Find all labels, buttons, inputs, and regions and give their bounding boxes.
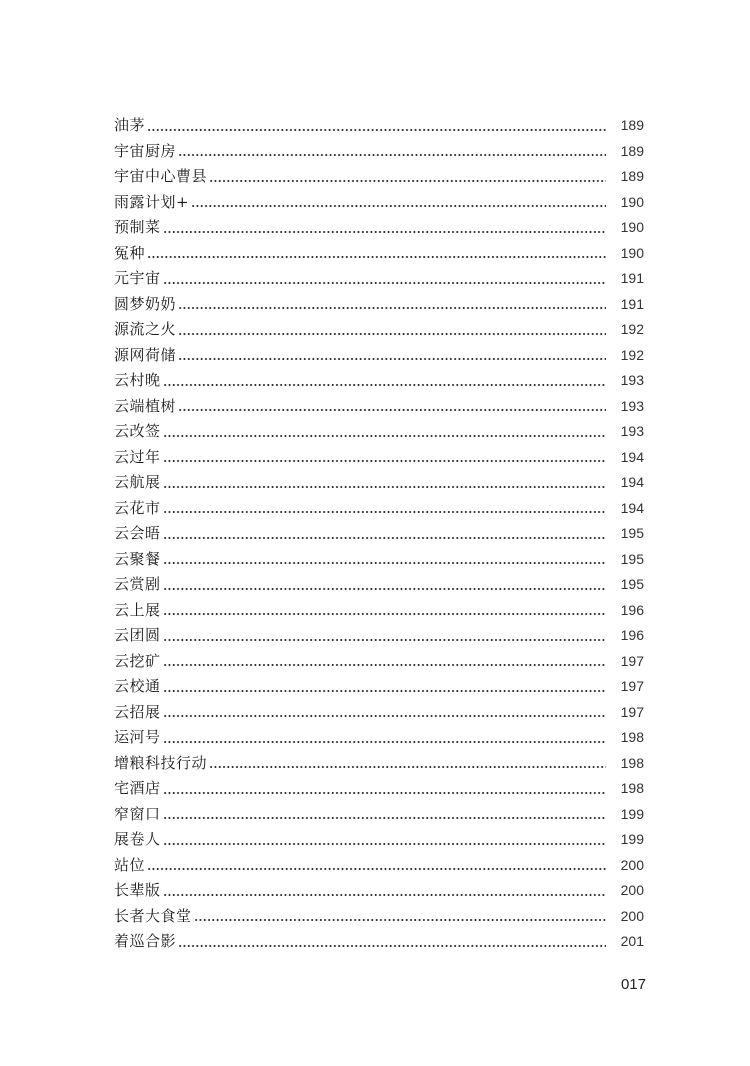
entry-term: 云改签: [114, 422, 161, 440]
dot-leader: [163, 715, 606, 717]
entry-term: 云团圆: [114, 626, 161, 644]
entry-page-number: 201: [620, 933, 644, 949]
dot-leader: [209, 180, 606, 182]
entry-page-number: 200: [620, 882, 644, 898]
index-entry: [114, 241, 644, 267]
entry-term: 云招展: [114, 702, 161, 721]
index-entry: [114, 929, 644, 955]
index-entry: [114, 725, 644, 751]
entry-term: 云端植树: [114, 396, 177, 415]
entry-page-number: 195: [620, 525, 644, 541]
index-entry: [114, 827, 644, 853]
dot-leader: [194, 919, 606, 921]
entry-term: 云上展: [114, 600, 161, 619]
index-entry: [114, 470, 644, 496]
entry-page-number: 193: [620, 397, 644, 414]
entry-page-number: 189: [620, 168, 644, 184]
index-entry: [114, 751, 644, 777]
entry-term: 雨露计划+: [114, 192, 190, 211]
index-entry: [114, 496, 644, 522]
entry-term: 元宇宙: [114, 269, 161, 287]
dot-leader: [163, 282, 606, 284]
entry-page-number: 198: [620, 729, 644, 745]
dot-leader: [178, 358, 606, 360]
dot-leader: [163, 792, 606, 794]
entry-page-number: 193: [620, 423, 644, 439]
dot-leader: [163, 460, 606, 462]
entry-page-number: 194: [620, 448, 644, 465]
index-entry: [114, 674, 644, 700]
index-entry: [114, 445, 644, 471]
entry-term: 站位: [114, 855, 146, 874]
dot-leader: [163, 690, 606, 692]
entry-term: 运河号: [114, 728, 161, 746]
index-entry: [114, 139, 644, 165]
dot-leader: [191, 205, 606, 207]
index-entry: [114, 368, 644, 394]
entry-term: 预制菜: [114, 218, 161, 236]
entry-term: 云村晚: [114, 371, 161, 389]
dot-leader: [209, 766, 606, 768]
entry-page-number: 195: [620, 550, 644, 567]
dot-leader: [163, 817, 606, 819]
entry-term: 宇宙厨房: [114, 141, 177, 160]
entry-term: 源流之火: [114, 320, 177, 338]
dot-leader: [163, 537, 606, 539]
entry-term: 云会晤: [114, 524, 161, 542]
dot-leader: [163, 384, 606, 386]
entry-term: 云赏剧: [114, 575, 161, 593]
entry-page-number: 196: [620, 601, 644, 618]
index-entry: [114, 343, 644, 369]
index-entry: [114, 317, 644, 343]
dot-leader: [163, 613, 606, 615]
entry-term: 着巡合影: [114, 932, 177, 950]
entry-page-number: 197: [620, 678, 644, 694]
entry-term: 宅酒店: [114, 779, 161, 797]
entry-term: 窄窗口: [114, 804, 161, 823]
index-entry: [114, 776, 644, 802]
dot-leader: [178, 333, 606, 335]
entry-page-number: 194: [620, 474, 644, 490]
index-entry: [114, 700, 644, 726]
index-entry: [114, 164, 644, 190]
index-entry: [114, 266, 644, 292]
entry-page-number: 192: [620, 346, 644, 363]
index-entry: [114, 878, 644, 904]
entry-term: 云挖矿: [114, 651, 161, 670]
index-entry: [114, 547, 644, 573]
index-entry: [114, 853, 644, 879]
entry-page-number: 197: [620, 652, 644, 669]
entry-page-number: 199: [620, 805, 644, 822]
index-entry: [114, 802, 644, 828]
entry-page-number: 190: [620, 244, 644, 261]
entry-page-number: 195: [620, 576, 644, 592]
index-entry: [114, 649, 644, 675]
entry-term: 云校通: [114, 677, 161, 695]
dot-leader: [163, 843, 606, 845]
index-entry: [114, 904, 644, 930]
entry-page-number: 192: [620, 321, 644, 337]
entry-page-number: 199: [620, 831, 644, 847]
entry-page-number: 191: [620, 270, 644, 286]
dot-leader: [163, 562, 606, 564]
entry-term: 冤种: [114, 243, 146, 262]
entry-term: 云航展: [114, 473, 161, 491]
entry-page-number: 197: [620, 703, 644, 720]
dot-leader: [163, 511, 606, 513]
entry-page-number: 193: [620, 372, 644, 388]
index-entry: [114, 394, 644, 420]
dot-leader: [163, 894, 606, 896]
dot-leader: [163, 486, 606, 488]
dot-leader: [178, 154, 606, 156]
entry-term: 展卷人: [114, 830, 161, 848]
dot-leader: [147, 256, 606, 258]
entry-page-number: 198: [620, 780, 644, 796]
index-entry: [114, 572, 644, 598]
entry-page-number: 194: [620, 499, 644, 516]
entry-page-number: 190: [620, 193, 644, 210]
index-entry: [114, 292, 644, 318]
entry-term: 圆梦奶奶: [114, 294, 177, 313]
index-entry: [114, 521, 644, 547]
index-entry: [114, 113, 644, 139]
entry-term: 增粮科技行动: [114, 753, 208, 772]
dot-leader: [163, 664, 606, 666]
dot-leader: [178, 307, 606, 309]
entry-term: 油茅: [114, 116, 146, 134]
entry-term: 云花市: [114, 498, 161, 517]
entry-term: 长者大食堂: [114, 906, 192, 925]
entry-term: 云聚餐: [114, 549, 161, 568]
dot-leader: [147, 129, 606, 131]
dot-leader: [163, 588, 606, 590]
dot-leader: [147, 868, 606, 870]
dot-leader: [163, 741, 606, 743]
entry-page-number: 191: [620, 295, 644, 312]
entry-term: 源网荷储: [114, 345, 177, 364]
entry-term: 宇宙中心曹县: [114, 167, 208, 185]
entry-page-number: 189: [620, 142, 644, 159]
page-number: 017: [620, 976, 646, 993]
entry-page-number: 200: [620, 907, 644, 924]
index-list: [114, 113, 644, 955]
entry-page-number: 196: [620, 627, 644, 643]
entry-page-number: 189: [620, 117, 644, 133]
entry-page-number: 198: [620, 754, 644, 771]
dot-leader: [163, 435, 606, 437]
index-entry: [114, 190, 644, 216]
dot-leader: [163, 231, 606, 233]
dot-leader: [178, 945, 606, 947]
index-entry: [114, 419, 644, 445]
dot-leader: [163, 639, 606, 641]
dot-leader: [178, 409, 606, 411]
entry-term: 长辈版: [114, 881, 161, 899]
index-entry: [114, 598, 644, 624]
entry-page-number: 200: [620, 856, 644, 873]
index-entry: [114, 623, 644, 649]
entry-page-number: 190: [620, 219, 644, 235]
entry-term: 云过年: [114, 447, 161, 466]
index-entry: [114, 215, 644, 241]
